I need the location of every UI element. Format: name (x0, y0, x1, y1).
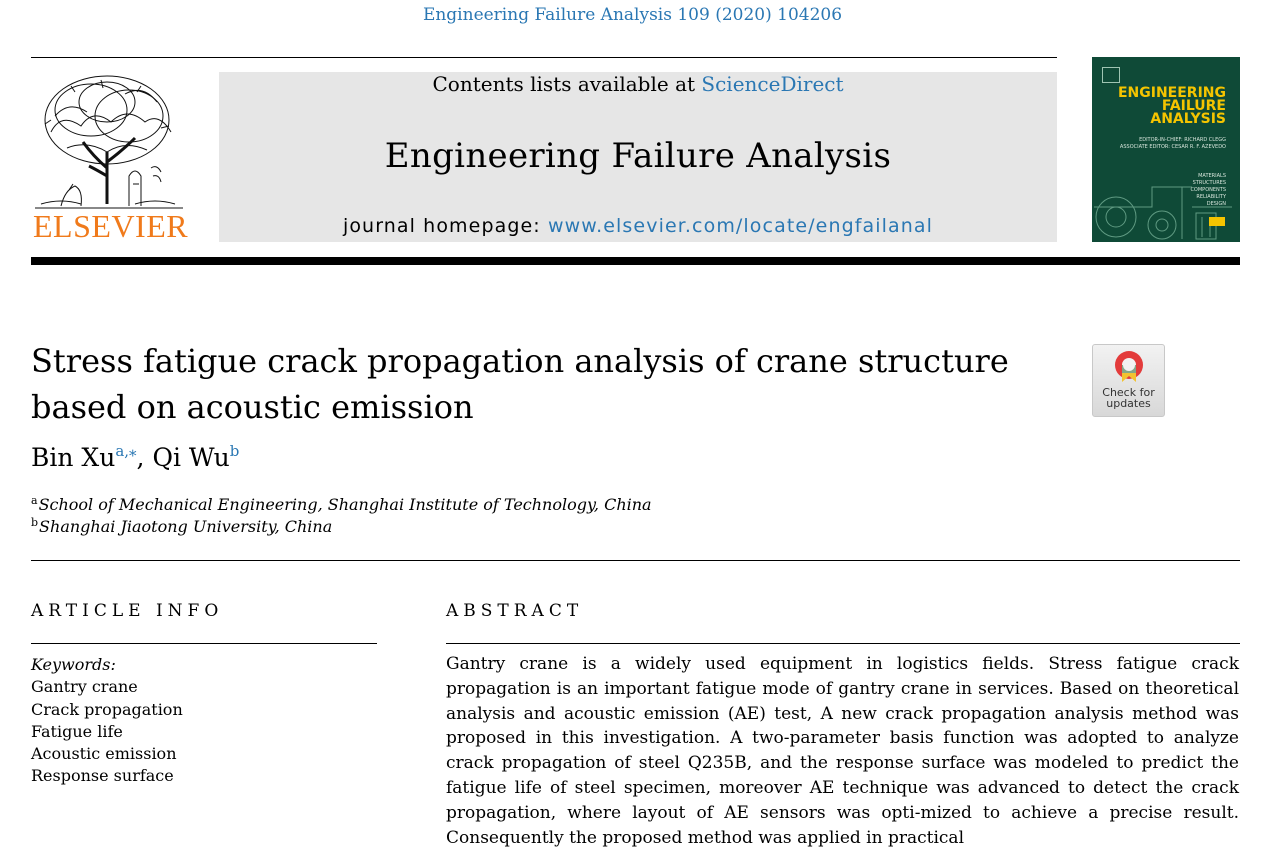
cover-publisher-icon (1102, 67, 1120, 83)
keyword-item: Crack propagation (31, 699, 183, 719)
author-affiliation-marker[interactable]: a,⁎ (115, 442, 137, 460)
crossmark-icon (1111, 349, 1147, 385)
abstract-body: Gantry crane is a widely used equipment in logistics fields. Stress fatigue crack propagation is an important fatigue mode of gantry crane in services. Based on theoretical analysis and acoustic emission (AE) test, A new crack propagation analysis method was proposed in this investigation. A two-parameter basis function was adopted to analyze crack propagation of steel Q235B, and the response surface was modeled to predict the fatigue life of steel specimen, moreover AE technique was advanced to detect the crack propagation, where layout of AE sensors was opti-mized to achieve a precise result. Consequently the proposed method was applied in practical (446, 654, 1239, 848)
cover-topic: DESIGN (1206, 201, 1226, 207)
keywords-label: Keywords: (31, 655, 116, 674)
journal-banner (219, 72, 1057, 242)
cover-title-line: FAILURE (1161, 98, 1226, 114)
header-thick-rule (31, 257, 1240, 265)
author-name[interactable]: Bin Xu (31, 443, 116, 472)
homepage-prefix: journal homepage: (342, 215, 548, 237)
affiliation-text: Shanghai Jiaotong University, China (39, 517, 333, 536)
article-info-rule (31, 643, 377, 644)
contents-line (219, 72, 1057, 96)
author-list (31, 442, 239, 472)
cover-topic: COMPONENTS (1190, 187, 1226, 193)
citation-link[interactable]: Engineering Failure Analysis 109 (2020) 104206 (422, 5, 843, 25)
cover-editor-line: ASSOCIATE EDITOR: CESAR R. F. AZEVEDO (1119, 144, 1226, 150)
elsevier-logo[interactable] (31, 72, 187, 244)
affiliation-mark: b (31, 516, 39, 529)
cover-topic: RELIABILITY (1196, 194, 1226, 200)
abstract-rule (446, 643, 1240, 644)
abstract-heading: ABSTRACT (446, 601, 584, 621)
cover-machinery-icon (1092, 177, 1240, 242)
keyword-item: Acoustic emission (31, 744, 177, 764)
cover-topic: STRUCTURES (1192, 180, 1226, 186)
journal-homepage-link[interactable]: www.elsevier.com/locate/engfailanal (547, 215, 934, 237)
cover-title-line: ENGINEERING (1117, 85, 1226, 101)
keywords-block (31, 654, 183, 788)
affiliation-b (31, 516, 332, 536)
cover-title-line: ANALYSIS (1150, 111, 1226, 127)
author-name[interactable]: Qi Wu (152, 443, 230, 472)
affiliation-a (31, 494, 652, 514)
keyword-item: Fatigue life (31, 721, 123, 741)
keyword-item: Gantry crane (31, 677, 138, 697)
article-title: Stress fatigue crack propagation analysis of crane structure based on acoustic emission (31, 342, 1009, 426)
cover-editors (1092, 137, 1226, 151)
author-separator: , (136, 443, 153, 472)
contents-prefix: Contents lists available at (432, 72, 702, 96)
sciencedirect-link[interactable]: ScienceDirect (701, 72, 844, 96)
journal-citation[interactable] (0, 5, 1265, 25)
affiliation-text: School of Mechanical Engineering, Shanghai Institute of Technology, China (38, 495, 652, 514)
section-divider (31, 560, 1240, 561)
keyword-item: Response surface (31, 766, 174, 786)
homepage-line (219, 215, 1057, 237)
cover-badge (1209, 217, 1225, 226)
cover-editor-line: EDITOR-IN-CHIEF: RICHARD CLEGG (1139, 137, 1226, 143)
affiliation-mark: a (31, 494, 38, 507)
journal-cover-image[interactable] (1092, 57, 1240, 242)
article-info-heading: ARTICLE INFO (31, 601, 224, 621)
check-for-updates-label: Check for updates (1102, 386, 1155, 410)
journal-name: Engineering Failure Analysis (384, 136, 892, 176)
cover-topic: MATERIALS (1198, 173, 1226, 179)
top-divider (31, 57, 1057, 58)
author-affiliation-marker[interactable]: b (229, 442, 240, 460)
elsevier-wordmark: ELSEVIER (33, 208, 189, 244)
elsevier-tree-icon (31, 72, 187, 212)
cover-title (1092, 87, 1226, 126)
check-for-updates-button[interactable] (1092, 344, 1165, 417)
